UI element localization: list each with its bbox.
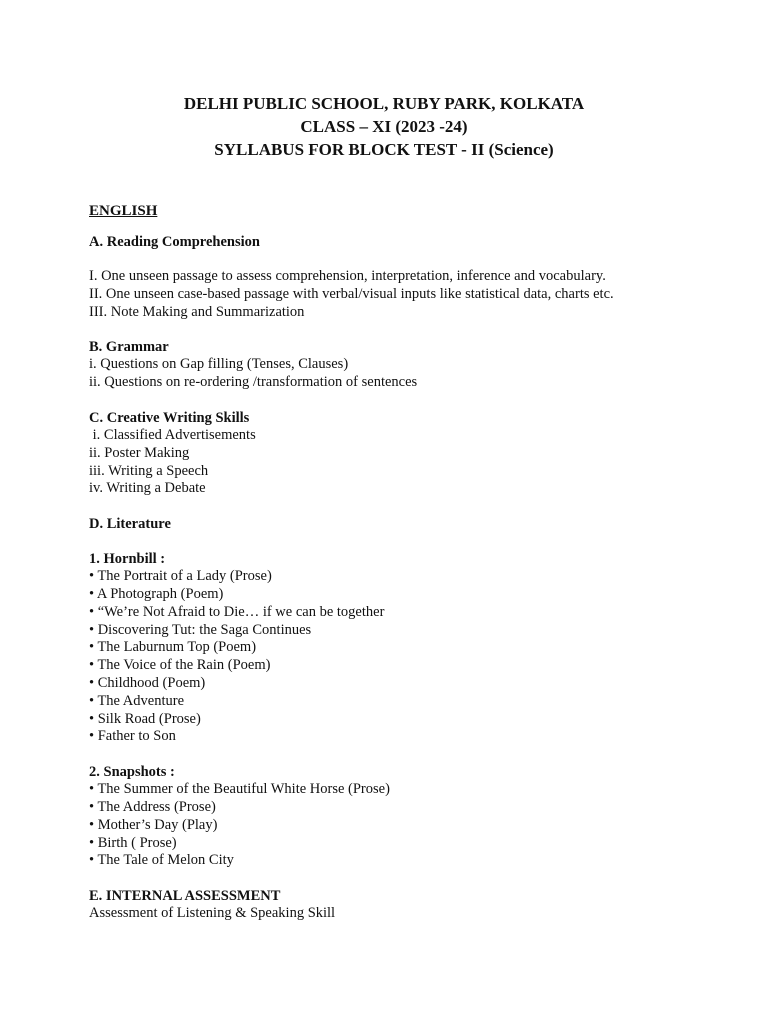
list-item: • Discovering Tut: the Saga Continues [89,621,312,638]
list-item: • Birth ( Prose) [89,834,177,851]
list-item: • The Address (Prose) [89,798,216,815]
list-item: ii. Poster Making [89,444,190,461]
list-item: ii. Questions on re-ordering /transformation of sentences [89,374,418,391]
list-item: I. One unseen passage to assess comprehension, interpretation, inference and vocabulary. [89,268,606,284]
list-item: • The Portrait of a Lady (Prose) [89,568,272,585]
list-item: iii. Writing a Speech [89,462,209,479]
list-item: • Father to Son [89,728,176,745]
list-item: • The Tale of Melon City [89,852,234,869]
list-item: i. Questions on Gap filling (Tenses, Clauses) [89,356,349,373]
syllabus-content [89,201,729,923]
hornbill-title: 1. Hornbill : [89,551,166,568]
syllabus-title: SYLLABUS FOR BLOCK TEST - II (Science) [214,140,554,159]
list-item: iv. Writing a Debate [89,480,206,497]
document-header [0,92,768,161]
list-item: Assessment of Listening & Speaking Skill [89,905,336,922]
class-line: CLASS – XI (2023 -24) [300,117,468,136]
section-creative-title: C. Creative Writing Skills [89,409,250,426]
list-item: • Silk Road (Prose) [89,710,201,727]
list-item: • Childhood (Poem) [89,674,206,691]
section-reading-title: A. Reading Comprehension [89,234,260,250]
list-item: • The Summer of the Beautiful White Horse (Prose) [89,781,390,798]
section-literature-title: D. Literature [89,516,171,533]
list-item: II. One unseen case-based passage with verbal/visual inputs like statistical data, charts etc. [89,285,614,302]
list-item: III. Note Making and Summarization [89,303,305,320]
section-internal-title: E. INTERNAL ASSESSMENT [89,888,281,905]
list-item: • The Adventure [89,692,185,709]
list-item: • “We’re Not Afraid to Die… if we can be together [89,603,385,620]
list-item: • Mother’s Day (Play) [89,816,218,833]
subject-heading: ENGLISH [89,203,158,219]
school-name: DELHI PUBLIC SCHOOL, RUBY PARK, KOLKATA [183,94,585,113]
snapshots-title: 2. Snapshots : [89,764,175,781]
list-item: • The Voice of the Rain (Poem) [89,657,271,674]
list-item: • The Laburnum Top (Poem) [89,639,257,656]
list-item: i. Classified Advertisements [89,426,256,443]
section-grammar-title: B. Grammar [89,339,169,356]
list-item: • A Photograph (Poem) [89,585,224,602]
